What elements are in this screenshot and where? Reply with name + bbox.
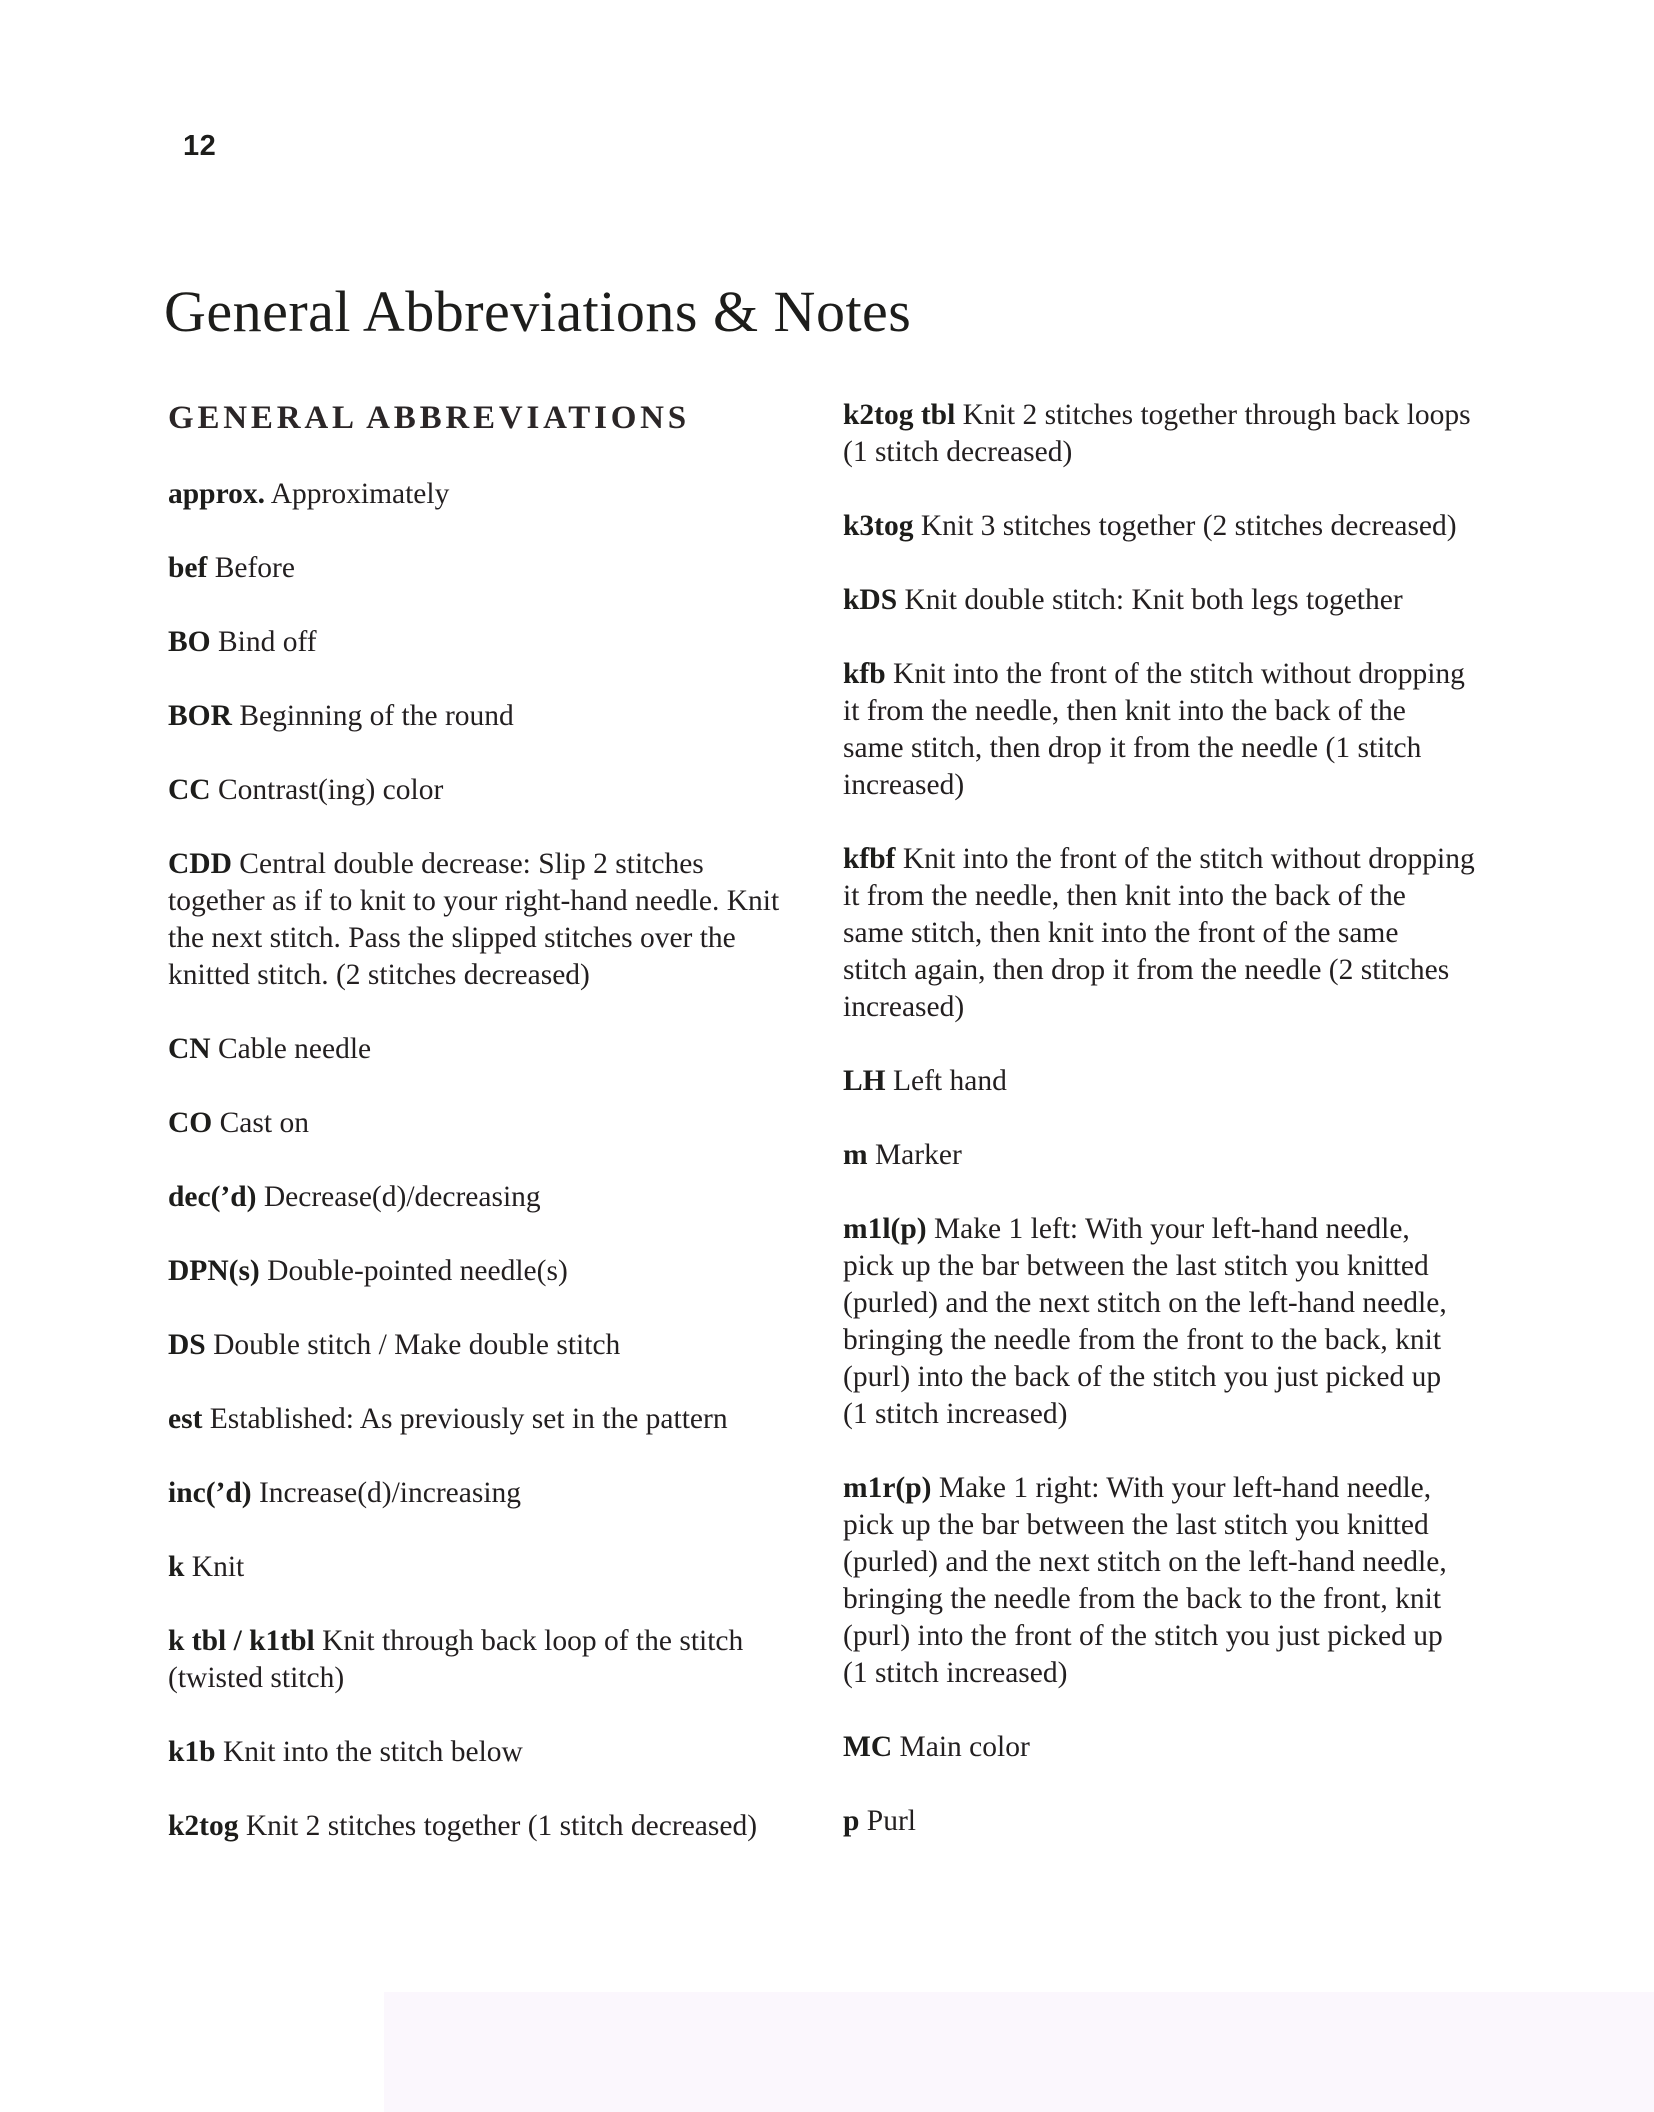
abbreviation-entry: kDS Knit double stitch: Knit both legs together (843, 584, 1403, 616)
abbreviation-entry: CN Cable needle (168, 1033, 372, 1065)
abbreviation-term: LH (843, 1065, 886, 1097)
abbreviation-list-right (843, 397, 1523, 1840)
abbreviation-term: DS (168, 1329, 206, 1361)
abbreviation-term: kfb (843, 658, 886, 690)
decorative-corner-panel (384, 1992, 1654, 2112)
abbreviation-term: MC (843, 1731, 893, 1763)
abbreviation-term: k3tog (843, 510, 914, 542)
abbreviation-term: bef (168, 552, 208, 584)
section-heading-general-abbreviations: GENERAL ABBREVIATIONS (168, 400, 690, 436)
abbreviation-term: inc(’d) (168, 1477, 252, 1509)
abbreviation-entry: CO Cast on (168, 1107, 309, 1139)
abbreviation-term: CDD (168, 848, 232, 880)
abbreviation-term: m1r(p) (843, 1472, 932, 1504)
abbreviation-entry: k1b Knit into the stitch below (168, 1736, 523, 1768)
abbreviation-entry: DPN(s) Double-pointed needle(s) (168, 1255, 568, 1287)
abbreviation-entry: CDD Central double decrease: Slip 2 stitches together as if to knit to your right-hand needle. Knit the next stitch. Pass the slipped stitches over the knitted stitch. (2 stitches decreased) (168, 848, 780, 991)
abbreviation-entry: DS Double stitch / Make double stitch (168, 1329, 621, 1361)
page-number: 12 (183, 130, 217, 162)
abbreviation-term: m1l(p) (843, 1213, 927, 1245)
abbreviation-term: DPN(s) (168, 1255, 260, 1287)
abbreviation-entry: inc(’d) Increase(d)/increasing (168, 1477, 522, 1509)
abbreviation-entry: kfbf Knit into the front of the stitch without dropping it from the needle, then knit into the back of the same stitch, then knit into the front of the same stitch again, then drop it from the needle (2 stitches increased) (843, 843, 1475, 1023)
abbreviation-entry: CC Contrast(ing) color (168, 774, 444, 806)
abbreviation-entry: est Established: As previously set in the pattern (168, 1403, 728, 1435)
abbreviation-entry: k Knit (168, 1551, 245, 1583)
abbreviation-term: m (843, 1139, 868, 1171)
abbreviation-term: kDS (843, 584, 898, 616)
abbreviation-entry: m1r(p) Make 1 right: With your left-hand needle, pick up the bar between the last stitch you knitted (purled) and the next stitch on the left-hand needle, bringing the needle from the back to the front, knit (purl) into the front of the stitch you just picked up (1 stitch increased) (843, 1472, 1447, 1689)
abbreviation-entry: k2tog tbl Knit 2 stitches together through back loops (1 stitch decreased) (843, 399, 1471, 468)
abbreviation-entry: dec(’d) Decrease(d)/decreasing (168, 1181, 541, 1213)
abbreviations-column-left (168, 398, 788, 1882)
abbreviation-entry: approx. Approximately (168, 478, 450, 510)
abbreviation-entry: LH Left hand (843, 1065, 1007, 1097)
abbreviation-entry: BO Bind off (168, 626, 317, 658)
abbreviation-term: CO (168, 1107, 213, 1139)
abbreviation-term: p (843, 1805, 860, 1837)
abbreviation-term: k2tog (168, 1810, 239, 1842)
abbreviation-term: dec(’d) (168, 1181, 257, 1213)
abbreviation-term: CC (168, 774, 211, 806)
abbreviation-entry: bef Before (168, 552, 295, 584)
abbreviation-entry: MC Main color (843, 1731, 1030, 1763)
abbreviation-term: k tbl / k1tbl (168, 1625, 315, 1657)
abbreviation-entry: kfb Knit into the front of the stitch without dropping it from the needle, then knit into the back of the same stitch, then drop it from the needle (1 stitch increased) (843, 658, 1465, 801)
abbreviation-term: k (168, 1551, 185, 1583)
abbreviation-term: k1b (168, 1736, 216, 1768)
abbreviation-term: BO (168, 626, 211, 658)
abbreviation-term: est (168, 1403, 203, 1435)
page-title: General Abbreviations & Notes (164, 278, 912, 344)
abbreviation-entry: m1l(p) Make 1 left: With your left-hand needle, pick up the bar between the last stitch you knitted (purled) and the next stitch on the left-hand needle, bringing the needle from the front to the back, knit (purl) into the back of the stitch you just picked up (1 stitch increased) (843, 1213, 1447, 1430)
abbreviation-entry: k tbl / k1tbl Knit through back loop of the stitch (twisted stitch) (168, 1625, 744, 1694)
abbreviation-term: approx. (168, 478, 265, 510)
abbreviation-term: BOR (168, 700, 232, 732)
abbreviation-entry: p Purl (843, 1805, 916, 1837)
abbreviations-column-right (843, 397, 1523, 1877)
abbreviation-list-left (168, 476, 788, 1845)
abbreviation-entry: BOR Beginning of the round (168, 700, 514, 732)
abbreviation-term: kfbf (843, 843, 896, 875)
abbreviation-entry: k3tog Knit 3 stitches together (2 stitches decreased) (843, 510, 1457, 542)
abbreviation-term: k2tog tbl (843, 399, 956, 431)
abbreviation-entry: m Marker (843, 1139, 962, 1171)
abbreviation-term: CN (168, 1033, 211, 1065)
abbreviation-entry: k2tog Knit 2 stitches together (1 stitch decreased) (168, 1810, 758, 1842)
